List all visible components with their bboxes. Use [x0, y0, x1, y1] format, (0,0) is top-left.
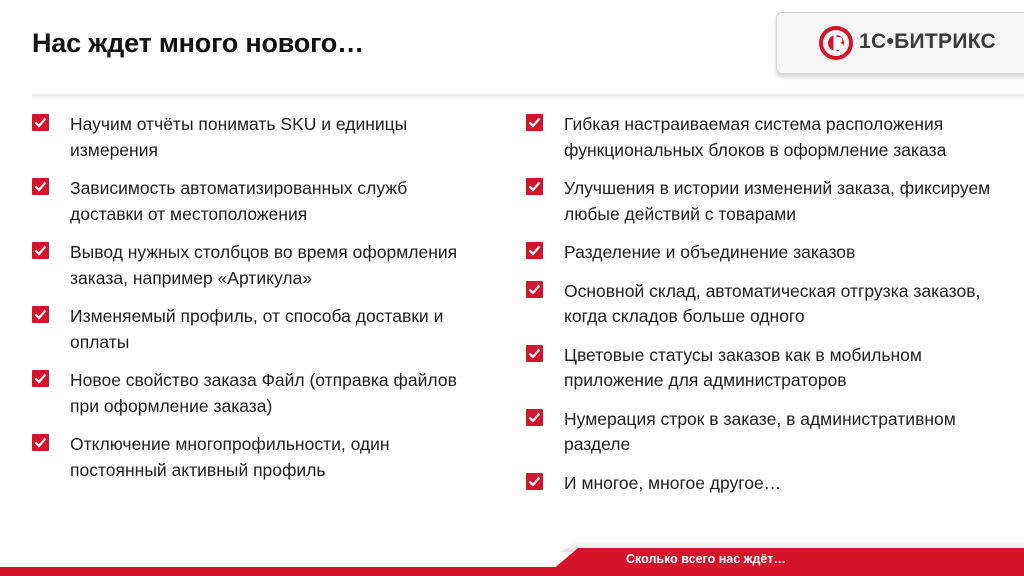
list-item	[526, 471, 996, 497]
checkbox-icon	[32, 434, 49, 451]
list-item-text: Зависимость автоматизированных служб доставки от местоположения	[70, 178, 408, 224]
footer-link[interactable]: Сколько всего нас ждёт…	[626, 552, 786, 566]
list-item	[32, 176, 472, 227]
list-item	[32, 112, 472, 163]
list-item-text: Научим отчёты понимать SKU и единицы измерения	[70, 114, 408, 160]
right-feature-list	[526, 112, 996, 509]
list-item-text: Цветовые статусы заказов как в мобильном приложение для администраторов	[564, 344, 922, 390]
checkbox-icon	[32, 306, 49, 323]
logo-text: 1С•БИТРИКС	[859, 30, 997, 53]
list-item-text: Разделение и объединение заказов	[564, 242, 856, 262]
list-item	[526, 407, 996, 458]
list-item	[32, 432, 472, 483]
list-item-text: И многое, многое другое…	[564, 472, 782, 493]
checkbox-icon	[526, 178, 543, 195]
list-item	[32, 240, 472, 291]
list-item-text: Новое свойство заказа Файл (отправка файлов при оформление заказа)	[70, 370, 457, 416]
page-title: Нас ждет много нового…	[32, 28, 364, 58]
bitrix-logo-icon	[819, 26, 853, 60]
list-item	[526, 176, 996, 227]
list-item-text: Отключение многопрофильности, один постоянный активный профиль	[70, 434, 390, 480]
checkbox-icon	[526, 242, 543, 259]
list-item	[526, 343, 996, 394]
checkbox-icon	[526, 473, 543, 490]
checkbox-icon	[526, 409, 543, 426]
checkbox-icon	[526, 345, 543, 362]
checkbox-icon	[526, 114, 543, 131]
list-item-text: Изменяемый профиль, от способа доставки и оплаты	[70, 306, 444, 352]
list-item	[526, 240, 996, 266]
list-item-text: Вывод нужных столбцов во время оформления заказа, например «Артикула»	[70, 242, 458, 288]
footer-bar	[0, 567, 1024, 576]
title-divider	[32, 94, 1024, 100]
list-item	[32, 304, 472, 355]
checkbox-icon	[32, 370, 49, 387]
checkbox-icon	[526, 281, 543, 298]
checkbox-icon	[32, 242, 49, 259]
checkbox-icon	[32, 178, 49, 195]
checkbox-icon	[32, 114, 49, 131]
list-item	[32, 368, 472, 419]
list-item-text: Нумерация строк в заказе, в административном разделе	[564, 408, 956, 454]
left-feature-list	[32, 112, 472, 496]
list-item	[526, 279, 996, 330]
list-item-text: Улучшения в истории изменений заказа, фиксируем любые действий с товарами	[564, 178, 991, 224]
logo-card	[776, 12, 1024, 74]
list-item-text: Гибкая настраиваемая система расположения функциональных блоков в оформление заказа	[564, 114, 947, 160]
list-item	[526, 112, 996, 163]
list-item-text: Основной склад, автоматическая отгрузка заказов, когда складов больше одного	[564, 280, 981, 326]
